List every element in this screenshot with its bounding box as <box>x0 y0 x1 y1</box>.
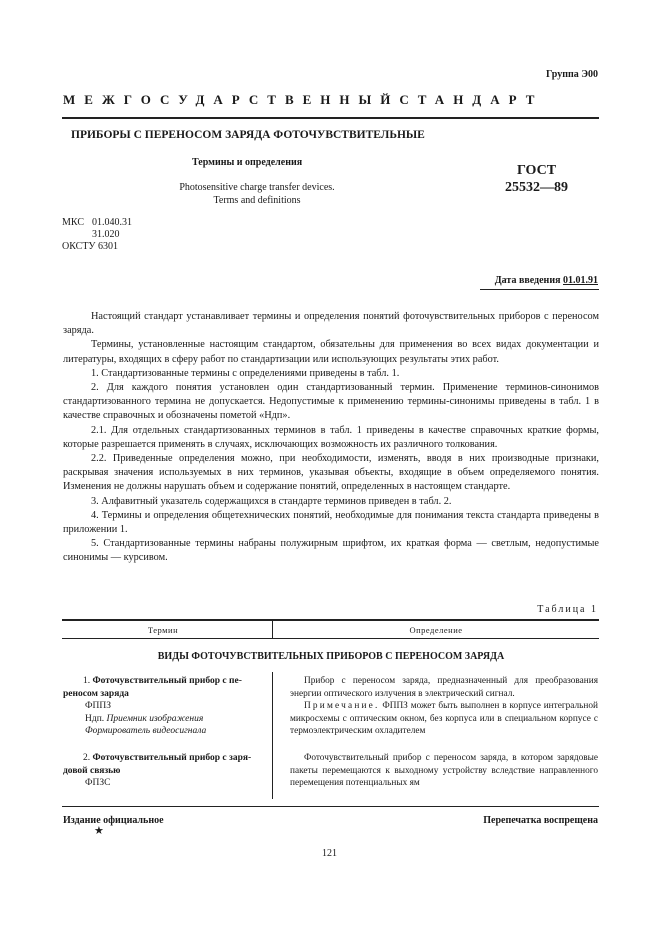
definition-text: Фоточувствительный прибор с переносом заряда, в котором зарядовые пакеты перемещаются к выходному устройству вследствие направленного перемещения потенциальных ям <box>290 753 598 788</box>
reprint-notice: Перепечатка воспрещена <box>483 815 598 826</box>
document-title: ПРИБОРЫ С ПЕРЕНОСОМ ЗАРЯДА ФОТОЧУВСТВИТЕЛЬНЫЕ <box>71 129 425 141</box>
date-rule <box>480 289 599 290</box>
mks-label: МКС <box>62 217 84 228</box>
column-header-term: Термин <box>147 625 179 635</box>
paragraph: Настоящий стандарт устанавливает термины и определения понятий фоточувствительных приборов с переносом заряда. <box>63 311 599 337</box>
ndp-synonym: Формирователь видеосигнала <box>85 726 207 736</box>
english-title <box>168 181 346 207</box>
table-caption: Таблица 1 <box>537 604 598 615</box>
group-code: Группа Э00 <box>546 69 598 80</box>
header-rule-top <box>62 117 599 119</box>
term-name: Фоточувствительный прибор с пе- <box>92 676 242 686</box>
term-entry <box>63 752 263 790</box>
english-title-line-1: Photosensitive charge transfer devices. <box>179 182 335 193</box>
date-label: Дата введения <box>494 275 561 286</box>
definition-entry <box>290 752 598 790</box>
table-header-rule <box>62 638 599 639</box>
note-label: Примечание. <box>304 701 380 711</box>
page-number: 121 <box>322 848 337 859</box>
paragraph: 4. Термины и определения общетехнических понятий, необходимые для понимания текста стандарта приведены в приложении 1. <box>63 509 599 536</box>
effective-date <box>495 275 598 286</box>
column-header-definition: Определение <box>409 625 463 635</box>
english-title-line-2: Terms and definitions <box>213 195 301 206</box>
column-divider <box>272 672 273 799</box>
definition-entry <box>290 675 598 738</box>
star-icon: ★ <box>94 825 104 837</box>
mks-code: 01.040.31 <box>91 217 132 228</box>
paragraph: 2.2. Приведенные определения можно, при необходимости, изменять, вводя в них производные признаки, раскрывая значения используемых в них терминов, указывая объекты, входящие в объем определяемого понятия. Изменения не должны нарушать объем и содержание понятий, определенных в настоящем стандарте. <box>63 453 599 493</box>
term-name-continued: довой связью <box>63 765 121 776</box>
date-value: 01.01.91 <box>563 275 598 286</box>
gost-label: ГОСТ <box>517 163 557 178</box>
term-name-continued: реносом заряда <box>63 688 129 699</box>
gost-block <box>505 162 568 196</box>
edition-note: Издание официальное <box>63 815 164 826</box>
document-subtitle: Термины и определения <box>192 157 303 168</box>
gost-number: 25532—89 <box>505 180 568 195</box>
table-section-title: ВИДЫ ФОТОЧУВСТВИТЕЛЬНЫХ ПРИБОРОВ С ПЕРЕНОСОМ ЗАРЯДА <box>157 651 505 662</box>
okstu-code: ОКСТУ 6301 <box>62 241 119 252</box>
term-entry <box>63 675 263 738</box>
paragraph: Термины, установленные настоящим стандартом, обязательны для применения во всех видах документации и литературы, входящих в сферу работ по стандартизации или использующих результаты этих работ. <box>63 339 599 365</box>
term-number: 1. <box>83 676 91 686</box>
ndp-synonym: Приемник изображения <box>106 713 204 724</box>
paragraph: 2.1. Для отдельных стандартизованных терминов в табл. 1 приведены в качестве справочных краткие формы, которые разрешается применять в случаях, исключающих возможность их различного толкования. <box>63 424 599 450</box>
paragraph: 2. Для каждого понятия установлен один стандартизованный термин. Применение терминов-синонимов стандартизованного термина не допускается. Недопустимые к применению термины-синонимы приведены в табл. 1 в качестве справочных и обозначены пометой «Ндп». <box>63 382 599 422</box>
definition-text: Прибор с переносом заряда, предназначенный для преобразования энергии оптического излучения в электрический сигнал. <box>290 676 598 699</box>
table-rule-top <box>62 619 599 621</box>
paragraph: 1. Стандартизованные термины с определениями приведены в табл. 1. <box>91 367 400 379</box>
standard-type-heading: МЕЖГОСУДАРСТВЕННЫЙСТАНДАРТ <box>63 92 544 107</box>
paragraph: 3. Алфавитный указатель содержащихся в стандарте терминов приведен в табл. 2. <box>91 495 452 507</box>
footer-rule <box>62 806 599 807</box>
term-number: 2. <box>83 753 91 763</box>
term-short-form: ФПЗС <box>85 778 111 788</box>
paragraph: 5. Стандартизованные термины набраны полужирным шрифтом, их краткая форма — светлым, недопустимые синонимы — курсивом. <box>63 538 599 564</box>
term-short-form: ФППЗ <box>85 701 111 711</box>
classification-codes <box>62 217 132 253</box>
ndp-label: Ндп. <box>85 713 105 724</box>
term-name: Фоточувствительный прибор с заря- <box>92 753 252 763</box>
mks-code: 31.020 <box>91 229 120 240</box>
note-text: ФППЗ может быть выполнен в корпусе интегральной микросхемы с оптическим окном, без корпуса или в специальном корпусе с термоэлектрическим охладителем <box>290 701 598 736</box>
body-text <box>63 310 599 566</box>
